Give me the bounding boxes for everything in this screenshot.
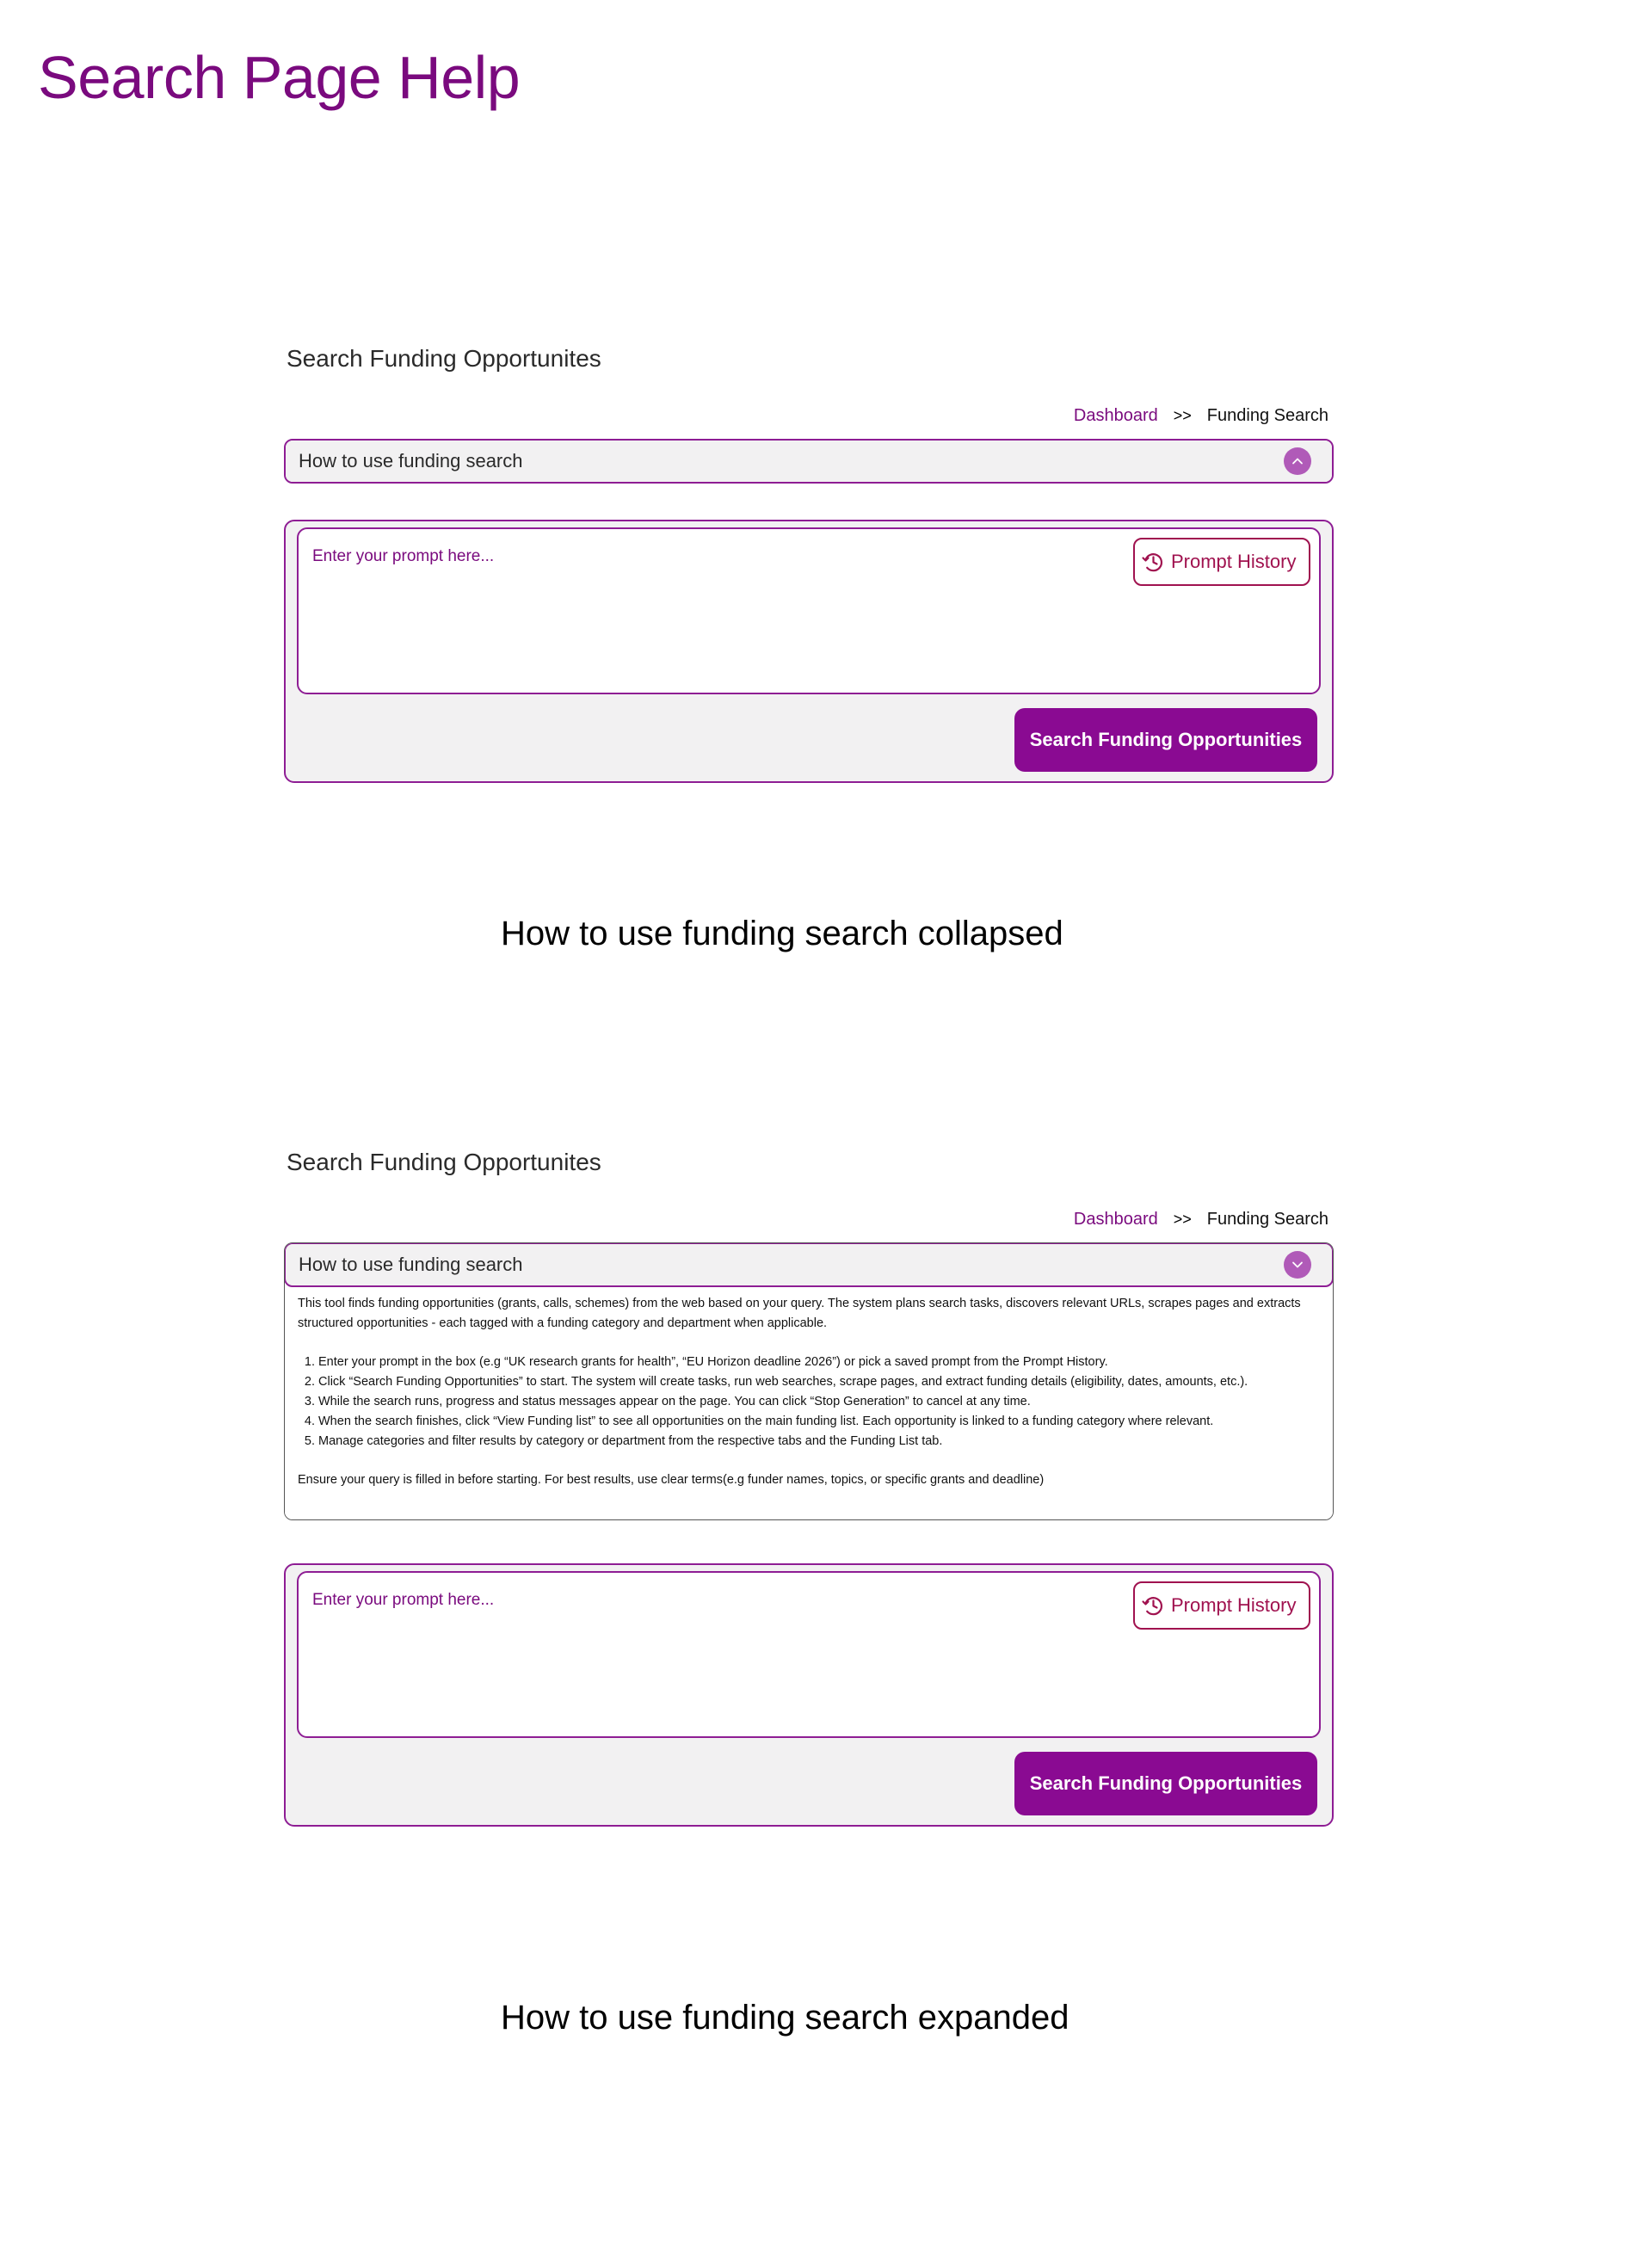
section-heading: Search Funding Opportunites	[287, 1149, 601, 1175]
search-funding-button[interactable]: Search Funding Opportunities	[1014, 1752, 1317, 1815]
help-accordion-title: How to use funding search	[299, 1254, 523, 1275]
help-step: 2. Click “Search Funding Opportunities” to start. The system will create tasks, run web searches, scrape pages, and extract funding details (eligibility, dates, amounts, etc.).	[318, 1372, 1319, 1392]
expanded-view-panel	[284, 1144, 1334, 1827]
prompt-box	[297, 1571, 1321, 1738]
help-step: 5. Manage categories and filter results by category or department from the respective tabs and the Funding List tab.	[318, 1432, 1319, 1451]
help-accordion	[284, 1242, 1334, 1520]
help-step: 3. While the search runs, progress and status messages appear on the page. You can click “Stop Generation” to cancel at any time.	[318, 1392, 1319, 1412]
prompt-input[interactable]	[311, 1590, 1088, 1611]
expanded-caption: How to use funding search expanded	[501, 1999, 1069, 2037]
help-accordion-title: How to use funding search	[299, 450, 523, 471]
prompt-history-button[interactable]	[1133, 1581, 1310, 1630]
collapsed-view-panel	[284, 341, 1334, 783]
history-icon	[1140, 1593, 1166, 1618]
collapsed-caption: How to use funding search collapsed	[501, 915, 1063, 952]
help-note: Ensure your query is filled in before starting. For best results, use clear terms(e.g funder names, topics, or specific grants and deadline)	[298, 1473, 1045, 1487]
breadcrumb	[284, 1205, 1334, 1234]
breadcrumb-dashboard-link[interactable]: Dashboard	[1073, 405, 1158, 425]
breadcrumb-separator: >>	[1173, 406, 1192, 424]
help-accordion	[284, 439, 1334, 484]
breadcrumb-dashboard-link[interactable]: Dashboard	[1073, 1209, 1158, 1229]
breadcrumb-current: Funding Search	[1206, 405, 1328, 425]
help-accordion-header[interactable]	[286, 441, 1332, 482]
prompt-panel	[284, 1563, 1334, 1827]
page-title: Search Page Help	[38, 44, 521, 111]
prompt-box	[297, 527, 1321, 694]
chevron-up-icon[interactable]	[1284, 447, 1311, 475]
section-heading: Search Funding Opportunites	[287, 345, 601, 372]
help-step: 1. Enter your prompt in the box (e.g “UK research grants for health”, “EU Horizon deadline 2026”) or pick a saved prompt from the Prompt History.	[318, 1353, 1319, 1372]
prompt-panel	[284, 520, 1334, 783]
search-funding-button[interactable]: Search Funding Opportunities	[1014, 708, 1317, 772]
breadcrumb-current: Funding Search	[1206, 1209, 1328, 1229]
help-step: 4. When the search finishes, click “View Funding list” to see all opportunities on the main funding list. Each opportunity is linked to a funding category where relevant.	[318, 1412, 1319, 1432]
chevron-down-icon[interactable]	[1284, 1251, 1311, 1279]
prompt-input[interactable]	[311, 546, 1088, 567]
prompt-history-label: Prompt History	[1171, 551, 1297, 572]
help-intro: This tool finds funding opportunities (grants, calls, schemes) from the web based on your query. The system plans search tasks, discovers relevant URLs, scrapes pages and extracts structured opportunities - each tagged with a funding category and department when applicable.	[298, 1297, 1301, 1330]
help-accordion-body	[285, 1287, 1333, 1519]
history-icon	[1140, 549, 1166, 575]
prompt-history-label: Prompt History	[1171, 1594, 1297, 1616]
help-steps-list	[298, 1353, 1319, 1451]
prompt-history-button[interactable]	[1133, 538, 1310, 586]
help-accordion-header[interactable]	[284, 1242, 1334, 1287]
breadcrumb-separator: >>	[1173, 1210, 1192, 1228]
breadcrumb	[284, 401, 1334, 430]
